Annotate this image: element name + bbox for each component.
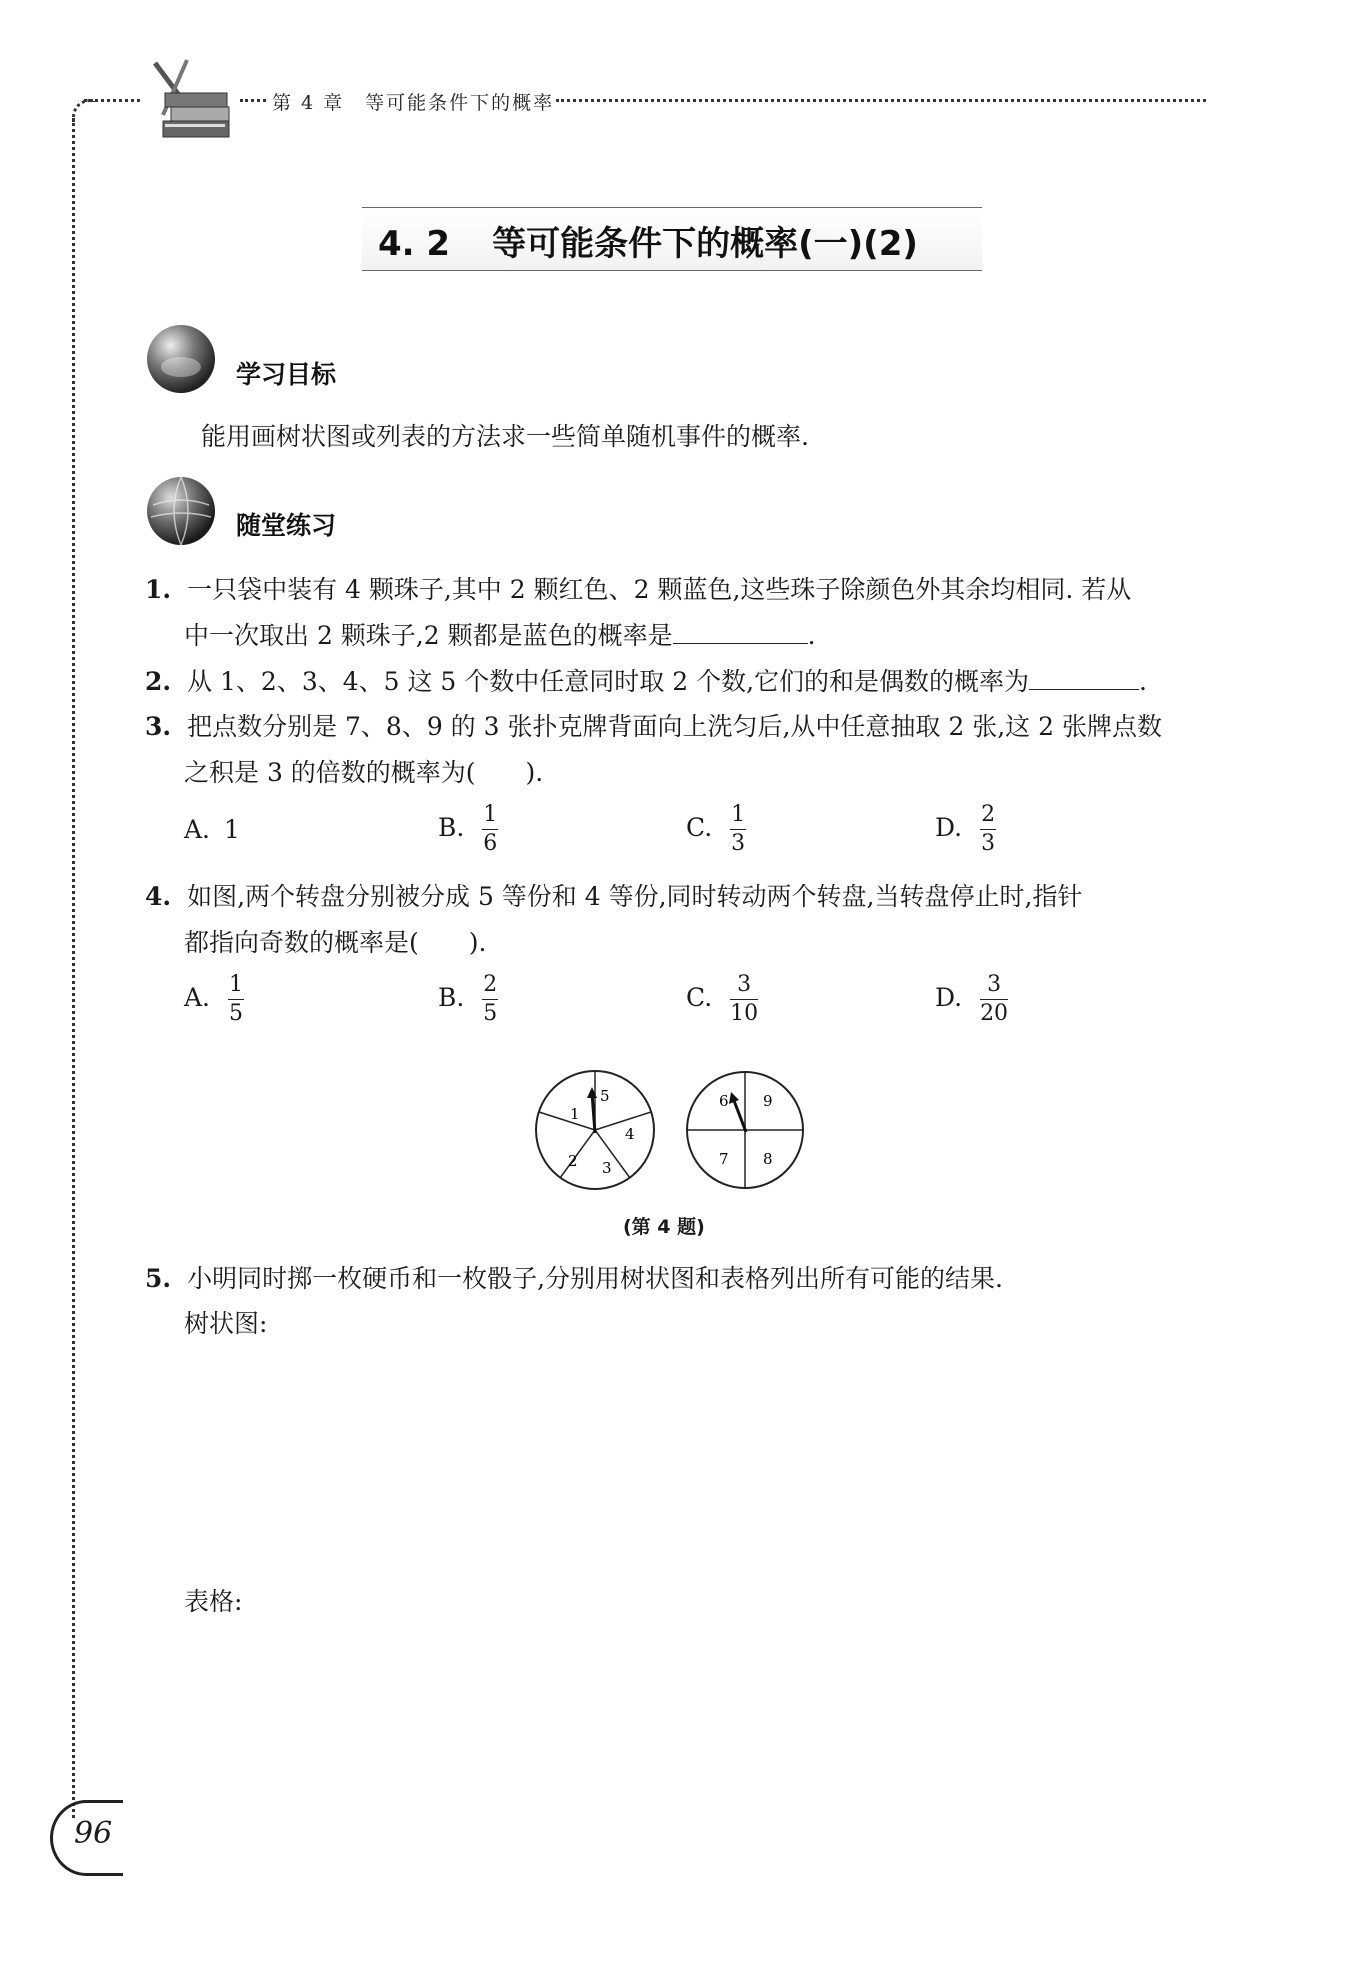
fraction-numerator: 1: [483, 802, 498, 827]
objective-title: 学习目标: [236, 360, 337, 389]
spinner2-label: 8: [763, 1150, 773, 1168]
q3-option-c[interactable]: [686, 803, 746, 856]
spinners-figure: [530, 1065, 820, 1205]
q3-option-b-label: B.: [438, 813, 465, 842]
q3-option-b-fraction: [482, 803, 498, 856]
spinner2-label: 9: [763, 1092, 773, 1110]
page-number: 96: [74, 1816, 113, 1851]
lesson-title-box: [362, 207, 982, 271]
q3-option-d[interactable]: [935, 803, 996, 856]
q5-tree-answer-area[interactable]: [184, 1350, 1184, 1570]
q3-option-b[interactable]: [438, 803, 498, 856]
spinner2-label: 7: [719, 1150, 729, 1168]
q4-line2: 都指向奇数的概率是( ).: [184, 928, 487, 957]
q1-number: 1.: [145, 575, 172, 604]
q5-line1: 小明同时掷一枚硬币和一枚骰子,分别用树状图和表格列出所有可能的结果.: [187, 1264, 1003, 1293]
fraction-denominator: 10: [730, 1001, 759, 1026]
fraction-numerator: 1: [731, 802, 746, 827]
spinner-four-sections: [687, 1072, 803, 1188]
fraction-denominator: 6: [483, 831, 498, 856]
fraction-bar: [228, 999, 244, 1000]
fraction-denominator: 3: [731, 831, 746, 856]
q3-option-d-fraction: [980, 803, 996, 856]
fraction-bar: [482, 829, 498, 830]
q4-option-d-label: D.: [935, 983, 963, 1012]
q4-option-d[interactable]: [935, 973, 1008, 1026]
q1-answer-blank[interactable]: [673, 613, 808, 644]
fraction-numerator: 3: [987, 972, 1002, 997]
objective-text: 能用画树状图或列表的方法求一些简单随机事件的概率.: [201, 422, 809, 451]
q4-line1: 如图,两个转盘分别被分成 5 等份和 4 等份,同时转动两个转盘,当转盘停止时,指针: [187, 882, 1083, 911]
q4-option-a-label: A.: [184, 983, 211, 1012]
header-corner: [72, 99, 95, 122]
q4-option-a[interactable]: [184, 973, 244, 1026]
q2-answer-blank[interactable]: [1029, 659, 1139, 690]
spinner1-label: 3: [602, 1159, 612, 1177]
figure-caption: (第 4 题): [623, 1216, 705, 1238]
left-margin-dotted-line: [72, 118, 75, 1818]
q5-tree-label: 树状图:: [184, 1309, 268, 1338]
spinner2-label: 6: [719, 1092, 729, 1110]
q1-line2-row: [184, 613, 816, 658]
header-dots-prefix: [240, 99, 266, 102]
objective-sphere-icon: [145, 323, 217, 395]
q4-number: 4.: [145, 882, 172, 911]
chapter-header: 第 4 章 等可能条件下的概率: [272, 92, 555, 114]
q4: [145, 875, 1082, 919]
q2: [145, 659, 1147, 704]
q3-option-a[interactable]: [184, 815, 240, 844]
header-books-icon: [135, 55, 245, 145]
q5-table-answer-area[interactable]: [184, 1630, 1184, 1790]
q2-end: .: [1139, 667, 1147, 696]
q2-line1: 从 1、2、3、4、5 这 5 个数中任意同时取 2 个数,它们的和是偶数的概率为: [187, 667, 1030, 696]
fraction-bar: [980, 829, 996, 830]
q3-line2: 之积是 3 的倍数的概率为( ).: [184, 758, 544, 787]
q1-line2: 中一次取出 2 颗珠子,2 颗都是蓝色的概率是: [184, 621, 673, 650]
spinner1-label: 5: [600, 1087, 610, 1105]
spinner1-label: 4: [625, 1125, 635, 1143]
fraction-bar: [482, 999, 498, 1000]
q1-end: .: [807, 621, 816, 650]
spinner1-label: 2: [568, 1152, 578, 1170]
q4-option-d-fraction: [980, 973, 1008, 1026]
fraction-bar: [730, 829, 746, 830]
practice-title: 随堂练习: [236, 511, 337, 540]
q3-option-d-label: D.: [935, 813, 963, 842]
q4-option-b[interactable]: [438, 973, 498, 1026]
fraction-bar: [730, 999, 758, 1000]
q5-number: 5.: [145, 1264, 172, 1293]
q4-option-b-label: B.: [438, 983, 465, 1012]
spinner-five-sections: [536, 1071, 654, 1189]
fraction-denominator: 20: [980, 1001, 1009, 1026]
q1-line1: 一只袋中装有 4 颗珠子,其中 2 颗红色、2 颗蓝色,这些珠子除颜色外其余均相同. 若从: [187, 575, 1132, 604]
fraction-numerator: 2: [981, 802, 996, 827]
q3: [145, 705, 1162, 749]
spinner1-label: 1: [570, 1105, 580, 1123]
q4-option-b-fraction: [482, 973, 498, 1026]
q2-number: 2.: [145, 667, 172, 696]
q4-option-c-label: C.: [686, 983, 713, 1012]
q4-option-c[interactable]: [686, 973, 758, 1026]
header-dotted-line-right: [556, 99, 1206, 102]
lesson-title: [378, 216, 918, 265]
q3-option-a-value: 1: [223, 815, 240, 844]
q3-number: 3.: [145, 712, 172, 741]
fraction-denominator: 5: [483, 1001, 498, 1026]
q1: [145, 568, 1131, 612]
lesson-title-text: 等可能条件下的概率(一)(2): [492, 224, 918, 264]
q3-option-c-label: C.: [686, 813, 713, 842]
fraction-bar: [980, 999, 1008, 1000]
q3-option-c-fraction: [730, 803, 746, 856]
lesson-number: 4. 2: [378, 224, 451, 264]
q4-option-c-fraction: [730, 973, 758, 1026]
fraction-denominator: 3: [981, 831, 996, 856]
fraction-denominator: 5: [228, 1001, 243, 1026]
fraction-numerator: 1: [228, 972, 243, 997]
q3-line1: 把点数分别是 7、8、9 的 3 张扑克牌背面向上洗匀后,从中任意抽取 2 张,这 2 张牌点数: [187, 712, 1162, 741]
q4-option-a-fraction: [228, 973, 244, 1026]
q3-option-a-label: A.: [184, 815, 211, 844]
fraction-numerator: 3: [737, 972, 752, 997]
fraction-numerator: 2: [483, 972, 498, 997]
q5: [145, 1257, 1003, 1301]
practice-globe-icon: [145, 475, 217, 547]
q5-table-label: 表格:: [184, 1587, 243, 1616]
